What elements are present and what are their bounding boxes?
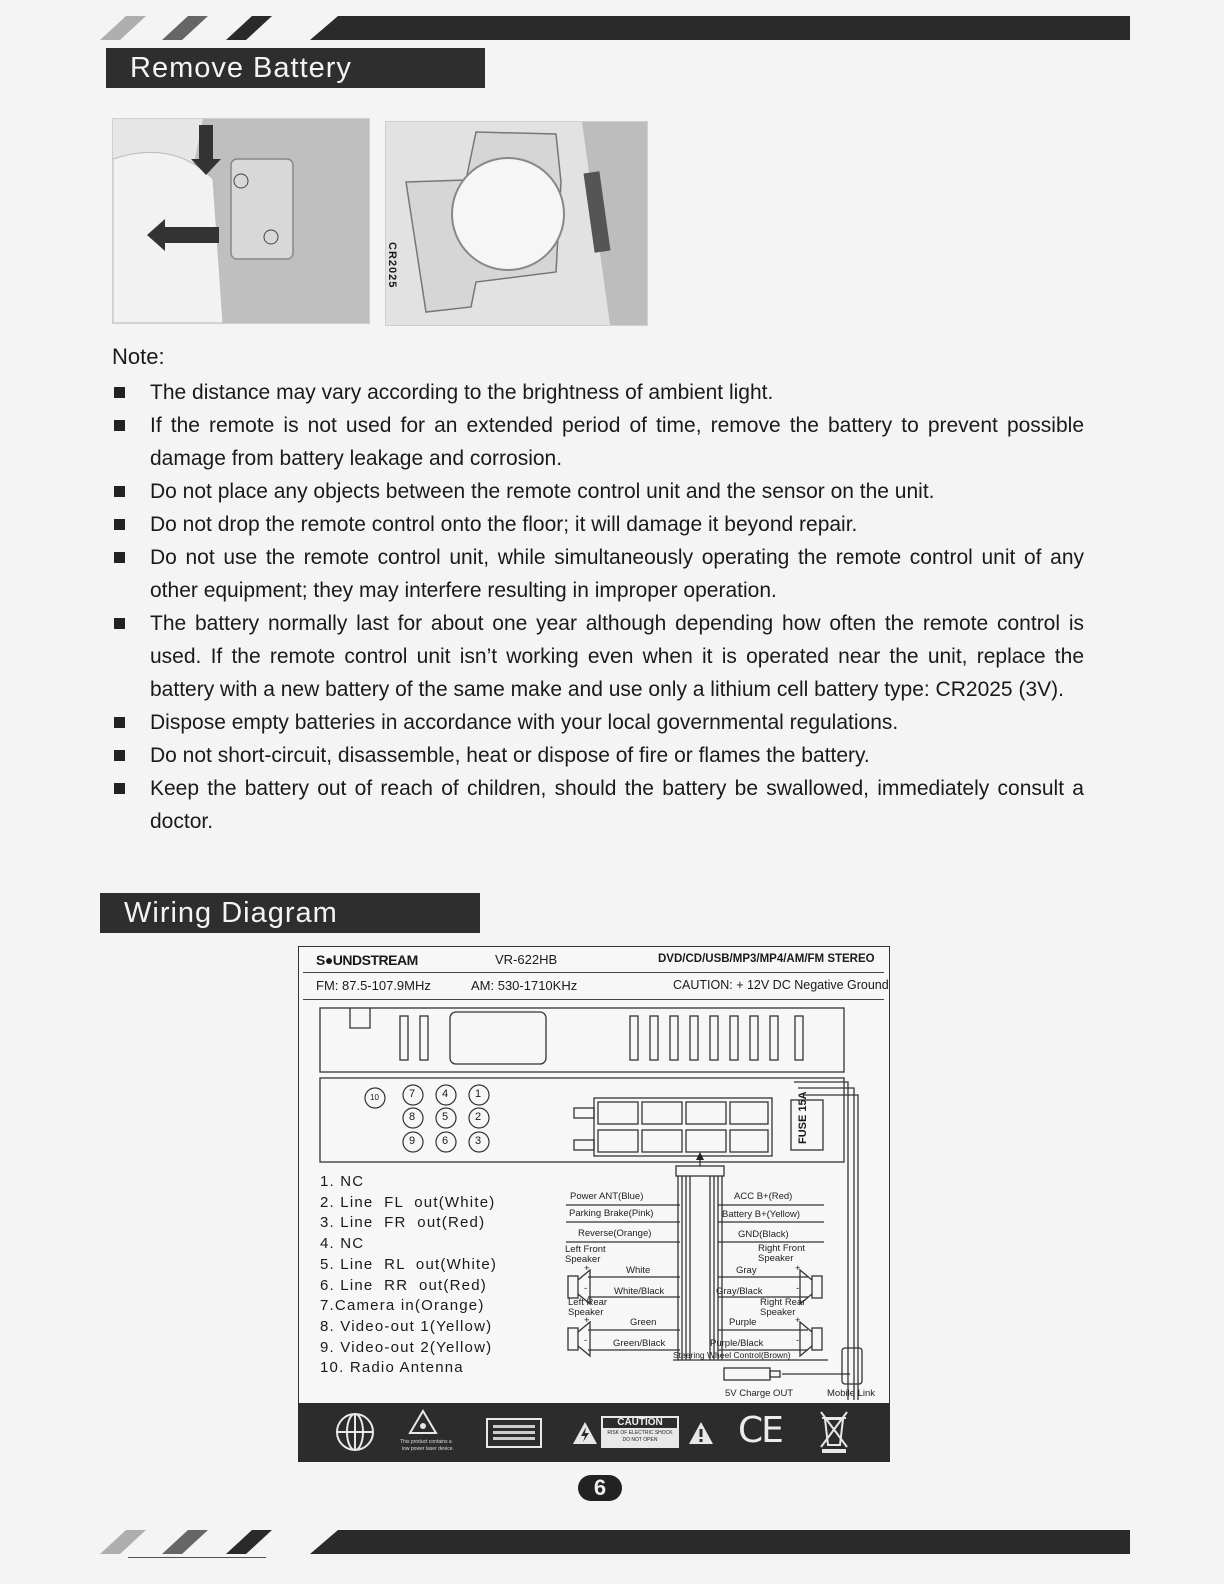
note-item: Dispose empty batteries in accordance with your local governmental regulations. bbox=[112, 706, 1084, 739]
connector-number: 8 bbox=[409, 1111, 416, 1123]
pin-item: 10. Radio Antenna bbox=[320, 1359, 464, 1377]
wire-label: Power ANT(Blue) bbox=[570, 1191, 644, 1202]
note-item: Do not drop the remote control onto the floor; it will damage it beyond repair. bbox=[112, 508, 1084, 541]
wire-label: Purple/Black bbox=[710, 1338, 764, 1349]
fuse-label: FUSE 15A bbox=[797, 1091, 809, 1144]
wire-label: Green/Black bbox=[613, 1338, 666, 1349]
underline-decor bbox=[128, 1557, 266, 1558]
pin-item: 8. Video-out 1(Yellow) bbox=[320, 1317, 493, 1335]
pin-item: 1. NC bbox=[320, 1173, 365, 1190]
wire-label: Gray/Black bbox=[716, 1286, 763, 1297]
formats-text: DVD/CD/USB/MP3/MP4/AM/FM STEREO bbox=[658, 953, 875, 965]
wire-label: GND(Black) bbox=[738, 1229, 789, 1240]
wire-label: White bbox=[626, 1265, 651, 1276]
am-range: AM: 530-1710KHz bbox=[471, 978, 578, 993]
wire-label: - bbox=[584, 1335, 588, 1346]
cr2025-label: CR2025 bbox=[386, 242, 398, 289]
wire-label: - bbox=[796, 1335, 800, 1346]
connector-number: 9 bbox=[409, 1135, 416, 1147]
note-item: The battery normally last for about one year although depending how often the remote control is used. If the remote control unit isn’t working even when it is operated near the unit, replace the battery with a new battery of the same make and use only a lithium cell battery type: CR2025 (3V). bbox=[112, 607, 1084, 706]
wire-label: Speaker bbox=[565, 1254, 601, 1265]
note-title: Note: bbox=[112, 344, 165, 369]
note-item: If the remote is not used for an extended period of time, remove the battery to prevent possible damage from battery leakage and corrosion. bbox=[112, 409, 1084, 475]
electric-shock-icon bbox=[572, 1421, 598, 1445]
connector-number: 10 bbox=[370, 1093, 379, 1102]
connector-number: 5 bbox=[442, 1111, 449, 1123]
note-item: The distance may vary according to the brightness of ambient light. bbox=[112, 376, 1084, 409]
wire-label: White/Black bbox=[614, 1286, 665, 1297]
pin-item: 2. Line FL out(White) bbox=[320, 1193, 496, 1211]
bottom-decor-bar bbox=[80, 1530, 1130, 1554]
pin-item: 6. Line RR out(Red) bbox=[320, 1276, 487, 1294]
wire-label: Left Front bbox=[565, 1244, 606, 1255]
laser-notice-line-2: low power laser device. bbox=[402, 1446, 454, 1452]
ce-mark-icon: CE bbox=[738, 1410, 782, 1451]
wire-label: Speaker bbox=[760, 1307, 796, 1318]
bullet-icon bbox=[114, 420, 125, 431]
pin-item: 9. Video-out 2(Yellow) bbox=[320, 1338, 493, 1356]
battery-removal-photo-2 bbox=[385, 121, 648, 326]
caution-label: CAUTION RISK OF ELECTRIC SHOCK DO NOT OPEN bbox=[601, 1416, 679, 1448]
bullet-icon bbox=[114, 486, 125, 497]
weee-bin-icon bbox=[818, 1409, 850, 1455]
remove-battery-heading: Remove Battery bbox=[106, 48, 485, 88]
pin-item: 3. Line FR out(Red) bbox=[320, 1214, 486, 1232]
model-number: VR-622HB bbox=[495, 952, 558, 967]
connector-number: 4 bbox=[442, 1088, 449, 1100]
wiring-diagram-heading: Wiring Diagram bbox=[100, 893, 480, 933]
wire-label: Speaker bbox=[568, 1307, 604, 1318]
brand-logo: S●UNDSTREAM bbox=[316, 952, 418, 968]
wire-label: Steering Wheel Control(Brown) bbox=[673, 1350, 791, 1360]
pin-item: 7.Camera in(Orange) bbox=[320, 1297, 485, 1315]
note-item: Do not place any objects between the remote control unit and the sensor on the unit. bbox=[112, 475, 1084, 508]
pin-item: 4. NC bbox=[320, 1235, 365, 1253]
bullet-icon bbox=[114, 552, 125, 563]
connector-number: 3 bbox=[475, 1135, 482, 1147]
wire-label: + bbox=[584, 1315, 590, 1326]
page-number: 6 bbox=[578, 1475, 622, 1501]
notes-list bbox=[112, 376, 1084, 838]
bullet-icon bbox=[114, 783, 125, 794]
certification-band bbox=[298, 1403, 890, 1462]
wire-label: Parking Brake(Pink) bbox=[569, 1208, 654, 1219]
globe-icon bbox=[334, 1411, 376, 1453]
exclamation-warning-icon bbox=[688, 1421, 714, 1445]
wire-label: Battery B+(Yellow) bbox=[722, 1209, 801, 1220]
wire-label: - bbox=[796, 1283, 800, 1294]
wire-label: Mobile Link bbox=[827, 1388, 876, 1399]
connector-number: 6 bbox=[442, 1135, 449, 1147]
bullet-icon bbox=[114, 618, 125, 629]
wire-label: + bbox=[795, 1263, 801, 1274]
wire-label: 5V Charge OUT bbox=[725, 1388, 794, 1399]
wire-label: Purple bbox=[729, 1317, 757, 1328]
wire-label: Gray bbox=[736, 1265, 757, 1276]
connector-number: 1 bbox=[475, 1088, 482, 1100]
wire-label: ACC B+(Red) bbox=[734, 1191, 793, 1202]
fm-range: FM: 87.5-107.9MHz bbox=[316, 978, 431, 993]
wire-label: Right Front bbox=[758, 1243, 805, 1254]
bullet-icon bbox=[114, 750, 125, 761]
wire-label: + bbox=[795, 1315, 801, 1326]
laser-class-label-icon bbox=[486, 1418, 542, 1448]
note-item: Do not short-circuit, disassemble, heat or dispose of fire or flames the battery. bbox=[112, 739, 1084, 772]
caution-ground: CAUTION: + 12V DC Negative Ground bbox=[673, 978, 889, 992]
wire-label: - bbox=[584, 1283, 588, 1294]
battery-removal-photo-1 bbox=[112, 118, 370, 324]
connector-number: 7 bbox=[409, 1088, 416, 1100]
wire-label: Speaker bbox=[758, 1253, 794, 1264]
wire-label: + bbox=[584, 1263, 590, 1274]
pin-list bbox=[320, 1172, 497, 1379]
pin-item: 5. Line RL out(White) bbox=[320, 1255, 498, 1273]
top-decor-bar bbox=[80, 16, 1130, 40]
bullet-icon bbox=[114, 387, 125, 398]
bullet-icon bbox=[114, 717, 125, 728]
note-item: Keep the battery out of reach of children, should the battery be swallowed, immediately consult a doctor. bbox=[112, 772, 1084, 838]
connector-number: 2 bbox=[475, 1111, 482, 1123]
wire-label: Reverse(Orange) bbox=[578, 1228, 652, 1239]
wire-label: Green bbox=[630, 1317, 657, 1328]
bullet-icon bbox=[114, 519, 125, 530]
wire-label: Left Rear bbox=[568, 1297, 608, 1308]
wire-label: Right Rear bbox=[760, 1297, 806, 1308]
laser-warning-icon bbox=[408, 1409, 438, 1435]
note-item: Do not use the remote control unit, while simultaneously operating the remote control unit of any other equipment; they may interfere resulting in improper operation. bbox=[112, 541, 1084, 607]
laser-notice-line-1: This product contains a bbox=[400, 1439, 452, 1445]
